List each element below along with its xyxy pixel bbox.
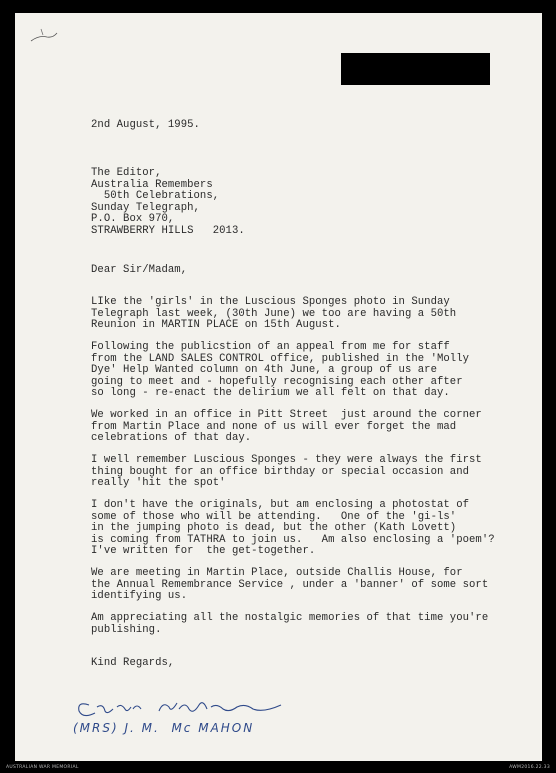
- text-line: I've written for the get-together.: [91, 545, 316, 557]
- text-line: some of those who will be attending. One of the 'gi-ls': [91, 510, 457, 523]
- address-line: Sunday Telegraph,: [91, 201, 200, 214]
- text-line: from Martin Place and none of us will ever forget the mad: [91, 420, 457, 433]
- address-line: The Editor,: [91, 167, 162, 179]
- text-line: really 'hit the spot': [91, 477, 226, 489]
- letter-date: 2nd August, 1995.: [91, 119, 200, 131]
- closing: Kind Regards,: [91, 657, 175, 669]
- salutation: Dear Sir/Madam,: [91, 264, 188, 276]
- text-line: thing bought for an office birthday or special occasion and: [91, 465, 470, 478]
- text-line: We are meeting in Martin Place, outside Challis House, for: [91, 567, 463, 579]
- text-line: identifying us.: [91, 590, 188, 602]
- text-line: We worked in an office in Pitt Street just around the corner: [91, 409, 482, 421]
- text-line: in the jumping photo is dead, but the other (Kath Lovett): [91, 522, 457, 534]
- letter-page: [15, 13, 542, 761]
- address-line: P.O. Box 970,: [91, 213, 175, 225]
- address-line: STRAWBERRY HILLS 2013.: [91, 224, 245, 237]
- text-line: I don't have the originals, but am enclosing a photostat of: [91, 499, 470, 511]
- text-line: publishing.: [91, 623, 162, 636]
- text-line: I well remember Luscious Sponges - they were always the first: [91, 454, 482, 466]
- text-line: celebrations of that day.: [91, 432, 252, 444]
- footer-reference-number: AWM2016.22.33: [509, 765, 550, 770]
- pen-mark: [29, 25, 59, 45]
- text-line: Dye' Help Wanted column on 4th June, a group of us are: [91, 364, 437, 376]
- text-line: LIke the 'girls' in the Luscious Sponges photo in Sunday: [91, 296, 450, 308]
- address-line: 50th Celebrations,: [91, 190, 220, 202]
- text-line: Telegraph last week, (30th June) we too are having a 50th: [91, 307, 457, 320]
- text-line: the Annual Remembrance Service , under a 'banner' of some sort: [91, 578, 489, 591]
- redaction-block: [341, 53, 490, 85]
- address-line: Australia Remembers: [91, 178, 213, 191]
- text-line: Reunion in MARTIN PLACE on 15th August.: [91, 319, 341, 331]
- signature-name: (MRS) J. M. Mc MAHON: [73, 721, 255, 735]
- text-line: so long - re-enact the delirium we all felt on that day.: [91, 387, 450, 399]
- text-line: from the LAND SALES CONTROL office, published in the 'Molly: [91, 352, 470, 365]
- text-line: Following the publicstion of an appeal from me for staff: [91, 341, 450, 353]
- text-line: is coming from TATHRA to join us. Am also enclosing a 'poem'?: [91, 533, 495, 546]
- footer-archive-label: AUSTRALIAN WAR MEMORIAL: [6, 765, 79, 770]
- text-line: Am appreciating all the nostalgic memories of that time you're: [91, 612, 489, 624]
- text-line: going to meet and - hopefully recognising each other after: [91, 375, 463, 388]
